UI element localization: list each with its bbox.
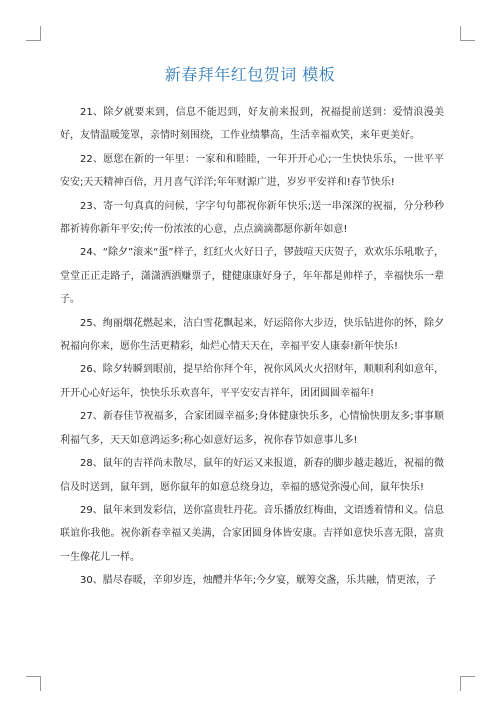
paragraph-26: 26、除夕转瞬到眼前，提早给你拜个年，祝你风风火火招财年，顺顺利利如意年，开开心心好运年，快快乐乐欢喜年，平平安安吉祥年，团团圆圆幸福年!	[60, 364, 444, 399]
document-title: 新春拜年红包贺词 模板	[164, 65, 336, 84]
paragraph-28: 28、鼠年的吉祥尚未散尽，鼠年的好运又来报道，新春的脚步越走越近，祝福的微信及时送到，鼠年到，愿你鼠年的如意总绕身边，幸福的感觉弥漫心间，鼠年快乐!	[60, 458, 444, 493]
paragraph-22: 22、愿您在新的一年里：一家和和睦睦，一年开开心心;一生快快乐乐，一世平平安安;天天精神百倍，月月喜气洋洋;年年财源广进，岁岁平安祥和!春节快乐!	[60, 153, 444, 189]
crop-mark-bottom-left	[26, 676, 41, 691]
paragraph-30: 30、腊尽春暖，辛卯岁连，烛醴并华年;今夕宴，觥筹交盏，乐共融，情更浓，子	[80, 575, 437, 587]
paragraph-24: 24、“除夕”滚来“蛋”样子，红红火火好日子，锣鼓喧天庆贺子，欢欢乐乐吼歌子，堂堂正正走路子，潇潇洒洒赚票子，健健康康好身子，年年都是帅样子，幸福快乐一辈子。	[60, 247, 444, 306]
crop-mark-top-right	[460, 26, 475, 41]
document-body	[60, 101, 444, 593]
paragraph-29: 29、鼠年来到发彩信，送你富贵牡丹花。音乐播放红梅曲，文语透着情和义。信息联谊你我他。祝你新春幸福又美满，合家团圆身体皆安康。吉祥如意快乐喜无限，富贵一生像花儿一样。	[60, 504, 444, 563]
paragraph-23: 23、寄一句真真的问候，字字句句都祝你新年快乐;送一串深深的祝福，分分秒秒都祈祷你新年平安;传一份浓浓的心意，点点滴滴都愿你新年如意!	[60, 200, 444, 236]
paragraph-25: 25、绚丽烟花燃起来，洁白雪花飘起来，好运陪你大步迈，快乐钻进你的怀，除夕祝福向你来，愿你生活更精彩，灿烂心情天天在，幸福平安人康泰!新年快乐!	[60, 317, 444, 353]
paragraph-21: 21、除夕就要来到，信息不能迟到，好友前来报到，祝福提前送到：爱情浪漫美好，友情温暖笼罩，亲情时刻围绕，工作业绩攀高，生活幸福欢笑，来年更美好。	[60, 107, 444, 142]
paragraph-27: 27、新春佳节祝福多，合家团圆幸福多;身体健康快乐多，心情愉快朋友多;事事顺利福气多，天天如意鸿运多;称心如意好运多，祝你春节如意事儿多!	[60, 411, 444, 446]
crop-mark-bottom-right	[460, 676, 475, 691]
crop-mark-top-left	[26, 26, 41, 41]
